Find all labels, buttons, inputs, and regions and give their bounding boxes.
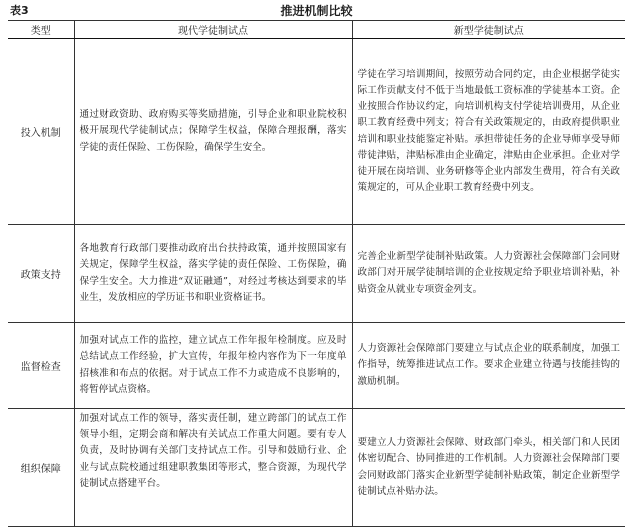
modern-apprenticeship-cell: 加强对试点工作的监控，建立试点工作年报年检制度。应及时总结试点工作经验，扩大宣传，年报年检内容作为下一年度单招核准和布点的依据。对于试点工作不力或造成不良影响的，将暂停试点资格。: [74, 323, 352, 409]
row-type-cell: 监督检查: [8, 323, 74, 409]
comparison-table: [8, 20, 625, 527]
header-modern-apprenticeship: 现代学徒制试点: [74, 21, 352, 39]
row-type-cell: 政策支持: [8, 225, 74, 323]
table-number: 表3: [10, 4, 29, 17]
header-type: 类型: [8, 21, 74, 39]
table-row: [8, 225, 625, 323]
table-row: [8, 409, 625, 527]
row-type-cell: 组织保障: [8, 409, 74, 527]
table-row: [8, 323, 625, 409]
new-apprenticeship-cell: 学徒在学习培训期间，按照劳动合同约定，由企业根据学徒实际工作贡献支付不低于当地最低工资标准的学徒基本工资。企业按照合作协议约定，向培训机构支付学徒培训费用，从企业职工教育经费中列支；符合有关政策规定的，由政府提供职业培训和职业技能鉴定补贴。承担带徒任务的企业导师享受导师带徒津贴，津贴标准由企业确定，津贴由企业承担。企业对学徒开展在岗培训、业务研修等企业内部发生费用，符合有关政策规定的，可从企业职工教育经费中列支。: [352, 39, 625, 225]
table-row: [8, 39, 625, 225]
modern-apprenticeship-cell: 各地教育行政部门要推动政府出台扶持政策，通并按照国家有关规定，保障学生权益，落实学徒的责任保险、工伤保险，确保学生安全。大力推进“双证融通”，对经过考核达到要求的毕业生，发放相应的学历证书和职业资格证书。: [74, 225, 352, 323]
modern-apprenticeship-cell: 加强对试点工作的领导，落实责任制，建立跨部门的试点工作领导小组，定期会商和解决有关试点工作重大问题。要有专人负责，及时协调有关部门支持试点工作。引导和鼓励行业、企业与试点院校通过组建职教集团等形式，整合资源，为现代学徒制试点搭建平台。: [74, 409, 352, 527]
table-title: 推进机制比较: [280, 4, 353, 18]
new-apprenticeship-cell: 人力资源社会保障部门要建立与试点企业的联系制度，加强工作指导，统筹推进试点工作。要求企业建立待遇与技能挂钩的激励机制。: [352, 323, 625, 409]
table-header-row: [8, 21, 625, 39]
table-caption: [0, 2, 633, 20]
modern-apprenticeship-cell: 通过财政资助、政府购买等奖励措施，引导企业和职业院校积极开展现代学徒制试点；保障学生权益，保障合理报酬，落实学徒的责任保险、工伤保险，确保学生安全。: [74, 39, 352, 225]
new-apprenticeship-cell: 完善企业新型学徒制补贴政策。人力资源社会保障部门会同财政部门对开展学徒制培训的企业按规定给予职业培训补贴，补贴资金从就业专项资金列支。: [352, 225, 625, 323]
new-apprenticeship-cell: 要建立人力资源社会保障、财政部门牵头，相关部门和人民团体密切配合、协同推进的工作机制。人力资源社会保障部门要会同财政部门落实企业新型学徒制补贴政策，制定企业新型学徒制试点补贴办法。: [352, 409, 625, 527]
header-new-apprenticeship: 新型学徒制试点: [352, 21, 625, 39]
row-type-cell: 投入机制: [8, 39, 74, 225]
